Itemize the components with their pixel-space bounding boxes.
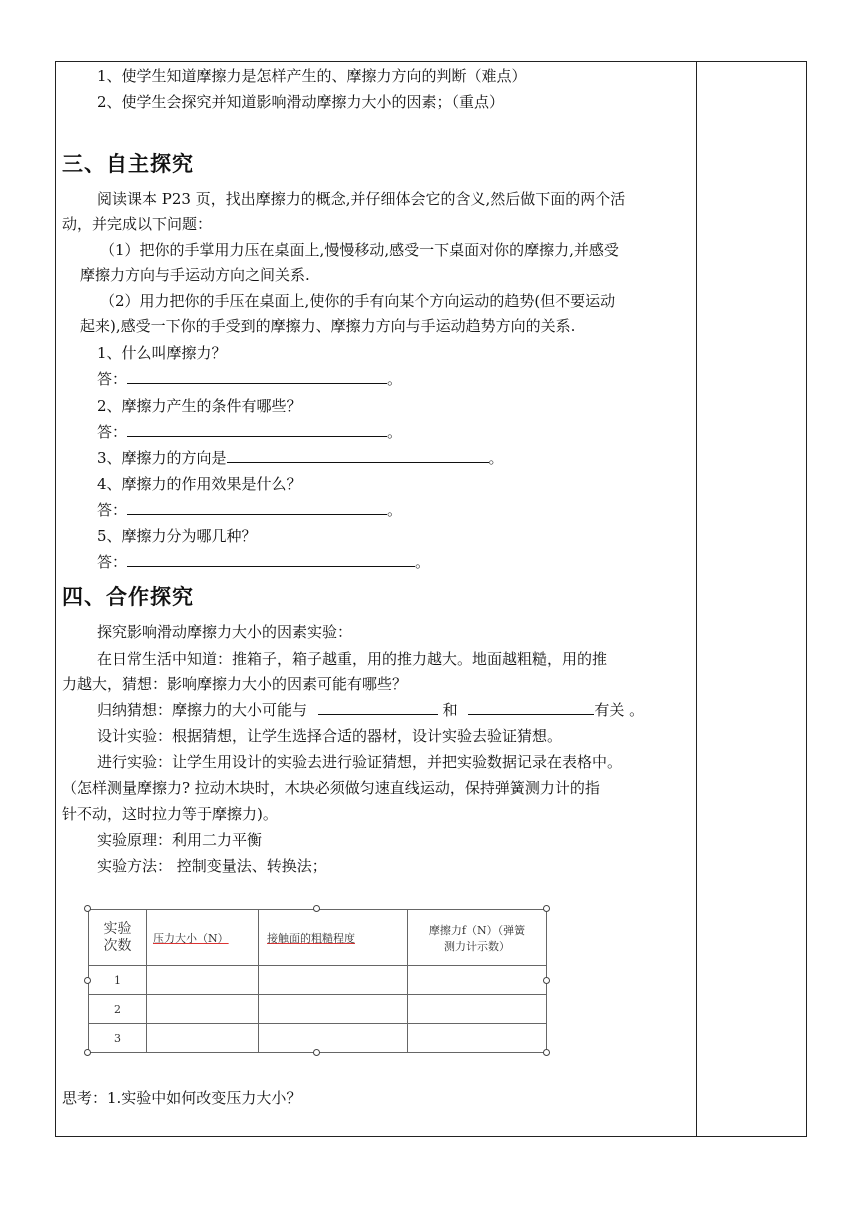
objective-1: 1、使学生知道摩擦力是怎样产生的、摩擦力方向的判断（难点） (97, 67, 527, 85)
answer-blank-5[interactable] (127, 552, 415, 567)
answer-label: 答： (97, 423, 128, 441)
s4-p1: 探究影响滑动摩擦力大小的因素实验： (97, 623, 353, 641)
cell-roughness[interactable] (259, 966, 408, 995)
period: 。 (387, 501, 403, 519)
trial-number: 3 (89, 1024, 147, 1053)
answer-label: 答： (97, 501, 128, 519)
question-3-text: 3、摩擦力的方向是 (97, 449, 227, 467)
resize-handle-left[interactable] (84, 977, 91, 984)
s4-hypothesis[interactable] (97, 700, 644, 720)
period: 。 (415, 553, 431, 571)
section-4-title: 四、合作探究 (62, 585, 194, 609)
resize-handle-top-right[interactable] (543, 905, 550, 912)
resize-handle-top-left[interactable] (84, 905, 91, 912)
table-row (89, 1024, 547, 1053)
period: 。 (387, 370, 403, 388)
hypothesis-end: 有关 。 (594, 701, 645, 719)
cell-roughness[interactable] (259, 1024, 408, 1053)
s4-think: 思考：1.实验中如何改变压力大小？ (62, 1089, 302, 1107)
s3-activity1-line1: （1）把你的手掌用力压在桌面上,慢慢移动,感受一下桌面对你的摩擦力,并感受 (100, 241, 619, 259)
trial-number: 2 (89, 995, 147, 1024)
answer-blank-2[interactable] (127, 422, 387, 437)
answer-1[interactable] (97, 369, 402, 389)
cell-pressure[interactable] (147, 995, 259, 1024)
cell-pressure[interactable] (147, 966, 259, 995)
hypothesis-blank-2[interactable] (468, 700, 594, 715)
s4-method: 实验方法： 控制变量法、转换法； (97, 857, 327, 875)
s3-activity2-line2: 起来),感受一下你的手受到的摩擦力、摩擦力方向与手运动趋势方向的关系. (80, 317, 576, 335)
resize-handle-bottom-right[interactable] (543, 1049, 550, 1056)
s3-activity2-line1: （2）用力把你的手压在桌面上,使你的手有向某个方向运动的趋势(但不要运动 (100, 292, 616, 310)
table-row (89, 995, 547, 1024)
period: 。 (488, 449, 504, 467)
answer-blank-4[interactable] (127, 500, 387, 515)
resize-handle-top[interactable] (313, 905, 320, 912)
section-3-title: 三、自主探究 (62, 152, 194, 176)
period: 。 (387, 423, 403, 441)
answer-blank-3[interactable] (227, 448, 489, 463)
question-5: 5、摩擦力分为哪几种？ (97, 527, 257, 545)
question-2: 2、摩擦力产生的条件有哪些？ (97, 397, 302, 415)
answer-label: 答： (97, 553, 128, 571)
question-4: 4、摩擦力的作用效果是什么？ (97, 475, 302, 493)
s4-conduct-line3: 针不动，这时拉力等于摩擦力)。 (62, 805, 278, 823)
resize-handle-bottom[interactable] (313, 1049, 320, 1056)
s4-principle: 实验原理：利用二力平衡 (97, 831, 263, 849)
answer-4[interactable] (97, 500, 402, 520)
s4-p2-line1: 在日常生活中知道：推箱子，箱子越重，用的推力越大。地面越粗糙，用的推 (97, 650, 608, 668)
cell-friction[interactable] (408, 995, 547, 1024)
s3-intro-line2: 动，并完成以下问题： (62, 215, 213, 233)
answer-5[interactable] (97, 552, 430, 572)
table-header-friction: 摩擦力f（N）（弹簧 测力计示数） (408, 910, 547, 966)
s4-p2-line2: 力越大，猜想：影响摩擦力大小的因素可能有哪些？ (62, 675, 408, 693)
cell-roughness[interactable] (259, 995, 408, 1024)
resize-handle-right[interactable] (543, 977, 550, 984)
s3-activity1-line2: 摩擦力方向与手运动方向之间关系. (80, 266, 310, 284)
s3-intro-line1: 阅读课本 P23 页，找出摩擦力的概念,并仔细体会它的含义,然后做下面的两个活 (97, 190, 626, 208)
table-header-pressure: 压力大小（N） (147, 910, 259, 966)
s4-conduct-line2: （怎样测量摩擦力? 拉动木块时，木块必须做匀速直线运动，保持弹簧测力计的指 (62, 779, 600, 797)
table-row (89, 966, 547, 995)
table-header-roughness: 接触面的粗糙程度 (259, 910, 408, 966)
hypothesis-and: 和 (442, 701, 458, 719)
table-header-trial: 实验 次数 (89, 910, 147, 966)
hypothesis-blank-1[interactable] (318, 700, 438, 715)
question-1: 1、什么叫摩擦力？ (97, 344, 227, 362)
s4-design: 设计实验：根据猜想，让学生选择合适的器材，设计实验去验证猜想。 (97, 727, 563, 745)
objective-2: 2、使学生会探究并知道影响滑动摩擦力大小的因素；（重点） (97, 93, 505, 111)
answer-blank-1[interactable] (127, 369, 387, 384)
column-divider (696, 61, 697, 1137)
answer-2[interactable] (97, 422, 402, 442)
experiment-table (88, 909, 547, 1053)
cell-friction[interactable] (408, 966, 547, 995)
resize-handle-bottom-left[interactable] (84, 1049, 91, 1056)
question-3[interactable] (97, 448, 504, 468)
trial-number: 1 (89, 966, 147, 995)
answer-label: 答： (97, 370, 128, 388)
s4-conduct-line1: 进行实验：让学生用设计的实验去进行验证猜想，并把实验数据记录在表格中。 (97, 753, 623, 771)
cell-pressure[interactable] (147, 1024, 259, 1053)
hypothesis-text: 归纳猜想：摩擦力的大小可能与 (97, 701, 308, 719)
cell-friction[interactable] (408, 1024, 547, 1053)
